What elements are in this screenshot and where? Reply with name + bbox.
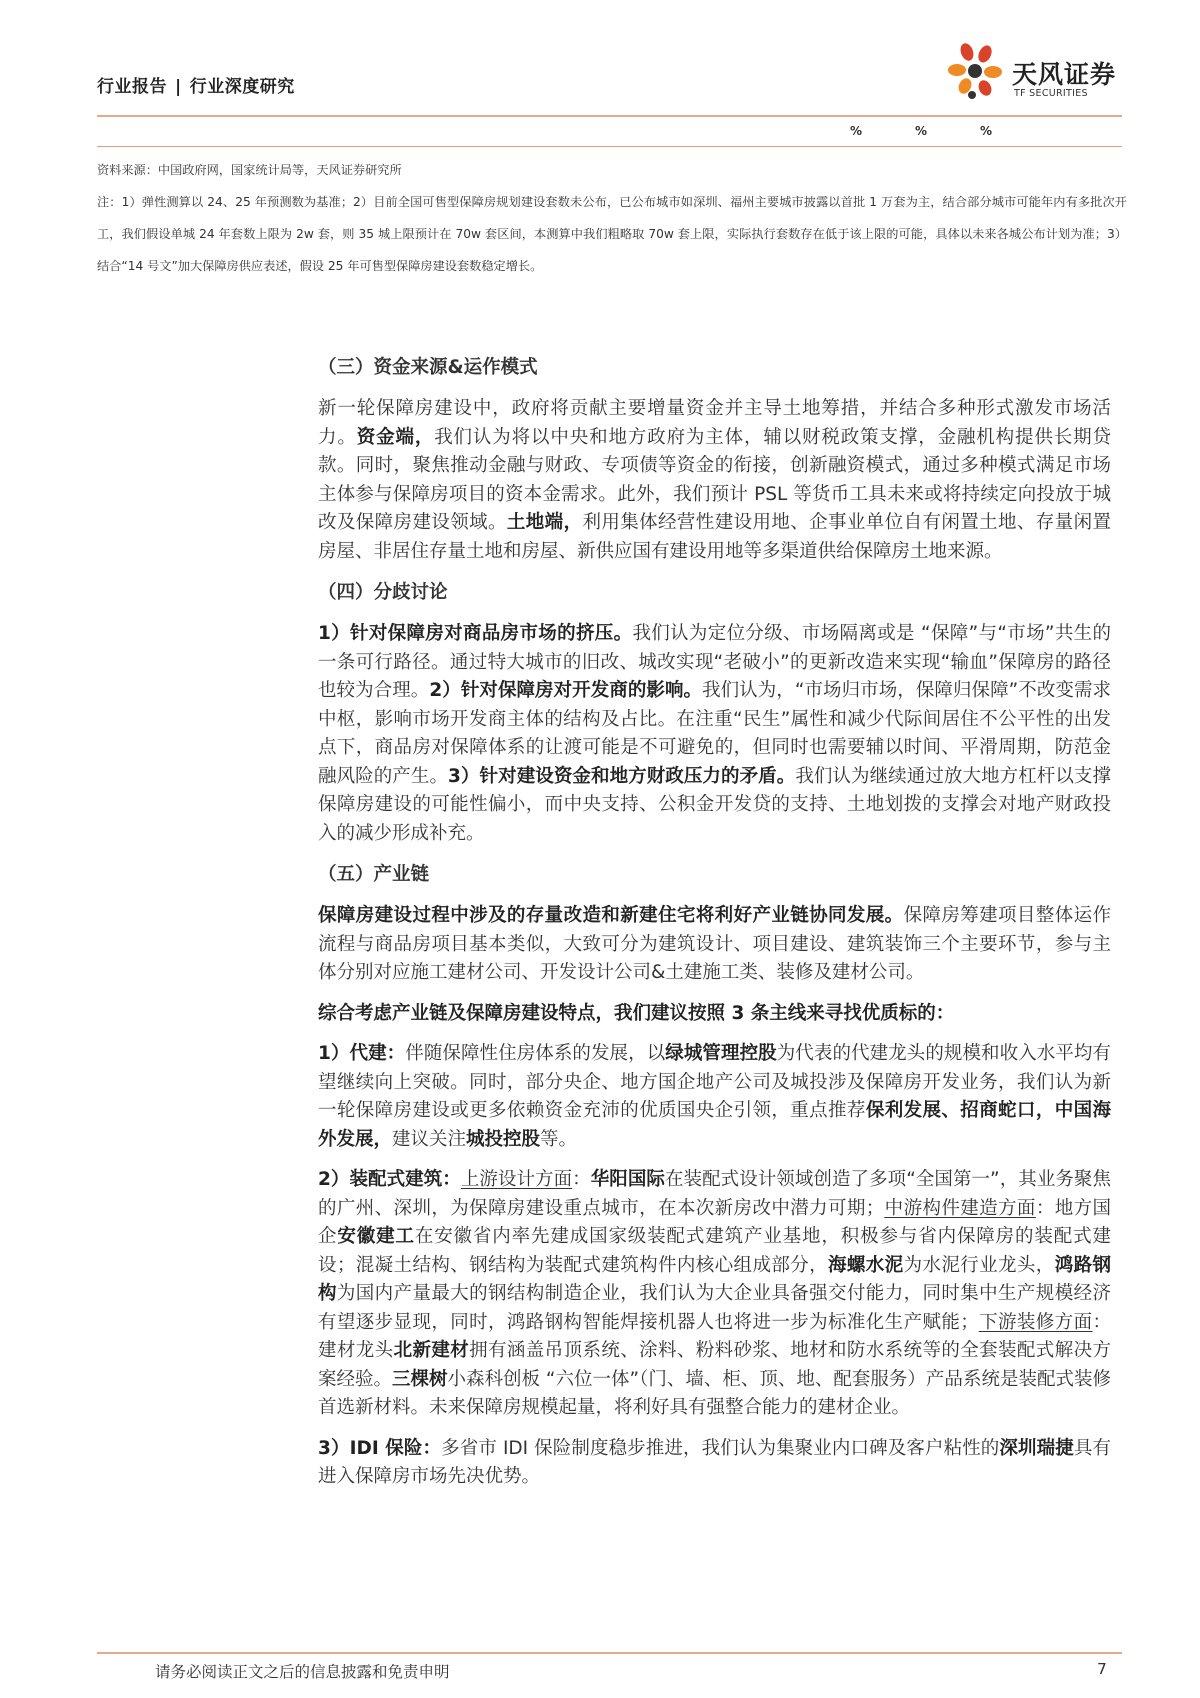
bold-term: 1）针对保障房对商品房市场的挤压。	[318, 623, 633, 644]
page-number: 7	[1097, 1660, 1107, 1678]
text-run: 我们认为将以中央和地方政府为主体，辅以财税政策支撑，金融机构提供长期贷款。同时，聚焦推动金融与财政、专项债等资金的衔接，创新融资模式，通过多种模式满足市场主体参与保障房项目的资本金需求。此外，我们预计 PSL 等货币工具未来或将持续定向投放于城改及保障房建设领域。	[318, 426, 1111, 533]
report-subtype: 行业深度研究	[189, 77, 295, 97]
bold-term: 深圳瑞捷	[999, 1437, 1074, 1459]
bold-term: 1）代建：	[318, 1043, 406, 1064]
text-run: ：建材龙头	[318, 1311, 1111, 1361]
source-note: 资料来源：中国政府网，国家统计局等，天风证券研究所	[97, 163, 402, 177]
bold-term: 3）IDI 保险：	[318, 1437, 442, 1459]
text-run: 我们认为继续通过放大地方杠杆以支撑保障房建设的可能性偏小，而中央支持、公积金开发贷的支持、土地划拨的支撑会对地产财政投入的减少形成补充。	[318, 765, 1111, 844]
footnote: 注：1）弹性测算以 24、25 年预测数为基准；2）目前全国可售型保障房规划建设套数未公布，已公布城市如深圳、福州主要城市披露以首批 1 万套为主，结合部分城市可能年内有多批次开工，我们假设单城 24 年套数上限为 2w 套，则 35 城上限预计在 70w 套区间，本测算中我们粗略取 70w 套上限，实际执行套数存在低于该上限的可能，具体以未来各城公布计划为准；3）结合“14 号文”加大保障房供应表述，假设 25 年可售型保障房建设套数稳定增长。	[97, 195, 1127, 273]
text-run: 为代表的代建龙头的规模和收入水平均有望继续向上突破。同时，部分央企、地方国企地产公司及城投涉及保障房开发业务，我们认为新一轮保障房建设或更多依赖资金充沛的优质国央企引领，重点推荐	[318, 1043, 1111, 1121]
table-percent-symbol: %	[915, 124, 928, 138]
bold-term: 综合考虑产业链及保障房建设特点，我们建议按照 3 条主线来寻找优质标的：	[318, 1002, 955, 1024]
paragraph-main-line-3	[318, 1435, 1111, 1492]
text-run: 我们认为，“市场归市场，保障归保障”不改变需求中枢，影响市场开发商主体的结构及占比。在注重“民生”属性和减少代际间居住不公平性的出发点下，商品房对保障体系的让渡可能是不可避免的，但同时也需要辅以时间、平滑周期，防范金融风险的产生。	[318, 680, 1111, 787]
table-percent-symbol: %	[850, 124, 863, 138]
bold-term: 绿城管理控股	[665, 1043, 777, 1064]
header-divider	[97, 115, 1122, 117]
bold-term: 三棵树	[392, 1368, 448, 1390]
text-run: 利用集体经营性建设用地、企事业单位自有闲置土地、存量闲置房屋、非居住存量土地和房屋、新供应国有建设用地等多渠道供给保障房土地来源。	[318, 512, 1111, 562]
bold-term: 鸿路钢构	[318, 1254, 1111, 1304]
report-type: 行业报告	[97, 77, 167, 97]
bold-term: 2）装配式建筑：	[318, 1169, 461, 1190]
text-run: 为国内产量最大的钢结构制造企业，我们认为大企业具备强交付能力，同时集中生产规模经济有望逐步显现，同时，鸿路钢构智能焊接机器人也将进一步为标准化生产赋能；	[318, 1283, 1111, 1333]
footer-divider	[97, 1652, 1122, 1654]
table-bottom-rule	[97, 146, 1122, 147]
text-run: ：	[572, 1169, 591, 1190]
main-content	[318, 353, 1111, 1504]
footer-disclaimer: 请务必阅读正文之后的信息披露和免责申明	[155, 1663, 450, 1681]
bold-term: 土地端，	[506, 512, 583, 533]
bold-term: 海螺水泥	[828, 1254, 904, 1276]
logo-name-en: TF SECURITIES	[1014, 88, 1088, 99]
text-run: 伴随保障性住房体系的发展，以	[405, 1043, 666, 1064]
paragraph-debate	[318, 620, 1111, 848]
bold-term: 安徽建工	[337, 1226, 415, 1247]
table-notes	[97, 154, 1127, 282]
text-run: 拥有涵盖吊顶系统、涂料、粉料砂浆、地材和防水系统等的全套装配式解决方案经验。	[318, 1340, 1111, 1390]
text-run: 为水泥行业龙头，	[903, 1254, 1055, 1276]
text-run: 等。	[540, 1128, 578, 1150]
table-percent-symbol: %	[980, 124, 993, 138]
bold-term: 资金端，	[356, 426, 435, 448]
text-run: 多省市 IDI 保险制度稳步推进，我们认为集聚业内口碑及客户粘性的	[441, 1437, 1000, 1459]
bold-term: 3）针对建设资金和地方财政压力的矛盾。	[448, 765, 796, 787]
tf-securities-logo	[945, 40, 1120, 102]
bold-term: 城投控股	[466, 1128, 541, 1150]
section-heading-funding: （三）资金来源&运作模式	[318, 357, 538, 378]
underlined-term: 上游设计方面	[460, 1169, 573, 1190]
text-run: 小森科创板 “六位一体”（门、墙、柜、顶、地、配套服务）产品系统是装配式装修首选新材料。未来保障房规模起量，将利好具有强整合能力的建材企业。	[318, 1368, 1111, 1418]
text-run: 在安徽省内率先建成国家级装配式建筑产业基地，积极参与省内保障房的装配式建设；混凝土结构、钢结构为装配式建筑构件内核心组成部分，	[318, 1226, 1111, 1276]
text-run: 新一轮保障房建设中，政府将贡献主要增量资金并主导土地筹措，并结合多种形式激发市场活力。	[318, 398, 1111, 448]
paragraph-recommendation-lead	[318, 1000, 1111, 1029]
section-heading-debate: （四）分歧讨论	[318, 582, 448, 603]
section-heading-industry-chain: （五）产业链	[318, 864, 430, 885]
text-run: 保障房筹建项目整体运作流程与商品房项目基本类似，大致可分为建筑设计、项目建设、建筑装饰三个主要环节，参与主体分别对应施工建材公司、开发设计公司&土建施工类、装修及建材公司。	[318, 905, 1111, 983]
bold-term: 保利发展、招商蛇口，中国海外发展，	[318, 1100, 1111, 1150]
report-header	[97, 72, 295, 97]
underlined-term: 下游装修方面	[978, 1311, 1093, 1333]
paragraph-main-line-1	[318, 1040, 1111, 1154]
text-run: 我们认为定位分级、市场隔离或是 “保障”与“市场”共生的一条可行路径。通过特大城市的旧改、城改实现“老破小”的更新改造来实现“输血”保障房的路径也较为合理。	[318, 623, 1111, 701]
bold-term: 2）针对保障房对开发商的影响。	[429, 680, 703, 701]
underlined-term: 中游构件建造方面	[884, 1197, 1036, 1219]
text-run: 具有进入保障房市场先决优势。	[318, 1437, 1111, 1487]
paragraph-funding	[318, 395, 1111, 566]
logo-name-cn: 天风证券	[1012, 60, 1117, 89]
paragraph-industry-chain	[318, 902, 1111, 988]
bold-term: 北新建材	[393, 1340, 470, 1361]
text-run: 建议关注	[392, 1128, 467, 1150]
text-run: ：地方国企	[318, 1197, 1111, 1247]
bold-term: 华阳国际	[590, 1169, 665, 1190]
header-separator: |	[175, 77, 182, 97]
text-run: 在装配式设计领域创造了多项“全国第一”，其业务聚焦的广州、深圳，为保障房建设重点城市，在本次新房改中潜力可期；	[318, 1169, 1111, 1219]
paragraph-main-line-2	[318, 1166, 1111, 1423]
bold-term: 保障房建设过程中涉及的存量改造和新建住宅将利好产业链协同发展。	[318, 905, 904, 926]
flower-logo-icon	[945, 40, 1007, 102]
